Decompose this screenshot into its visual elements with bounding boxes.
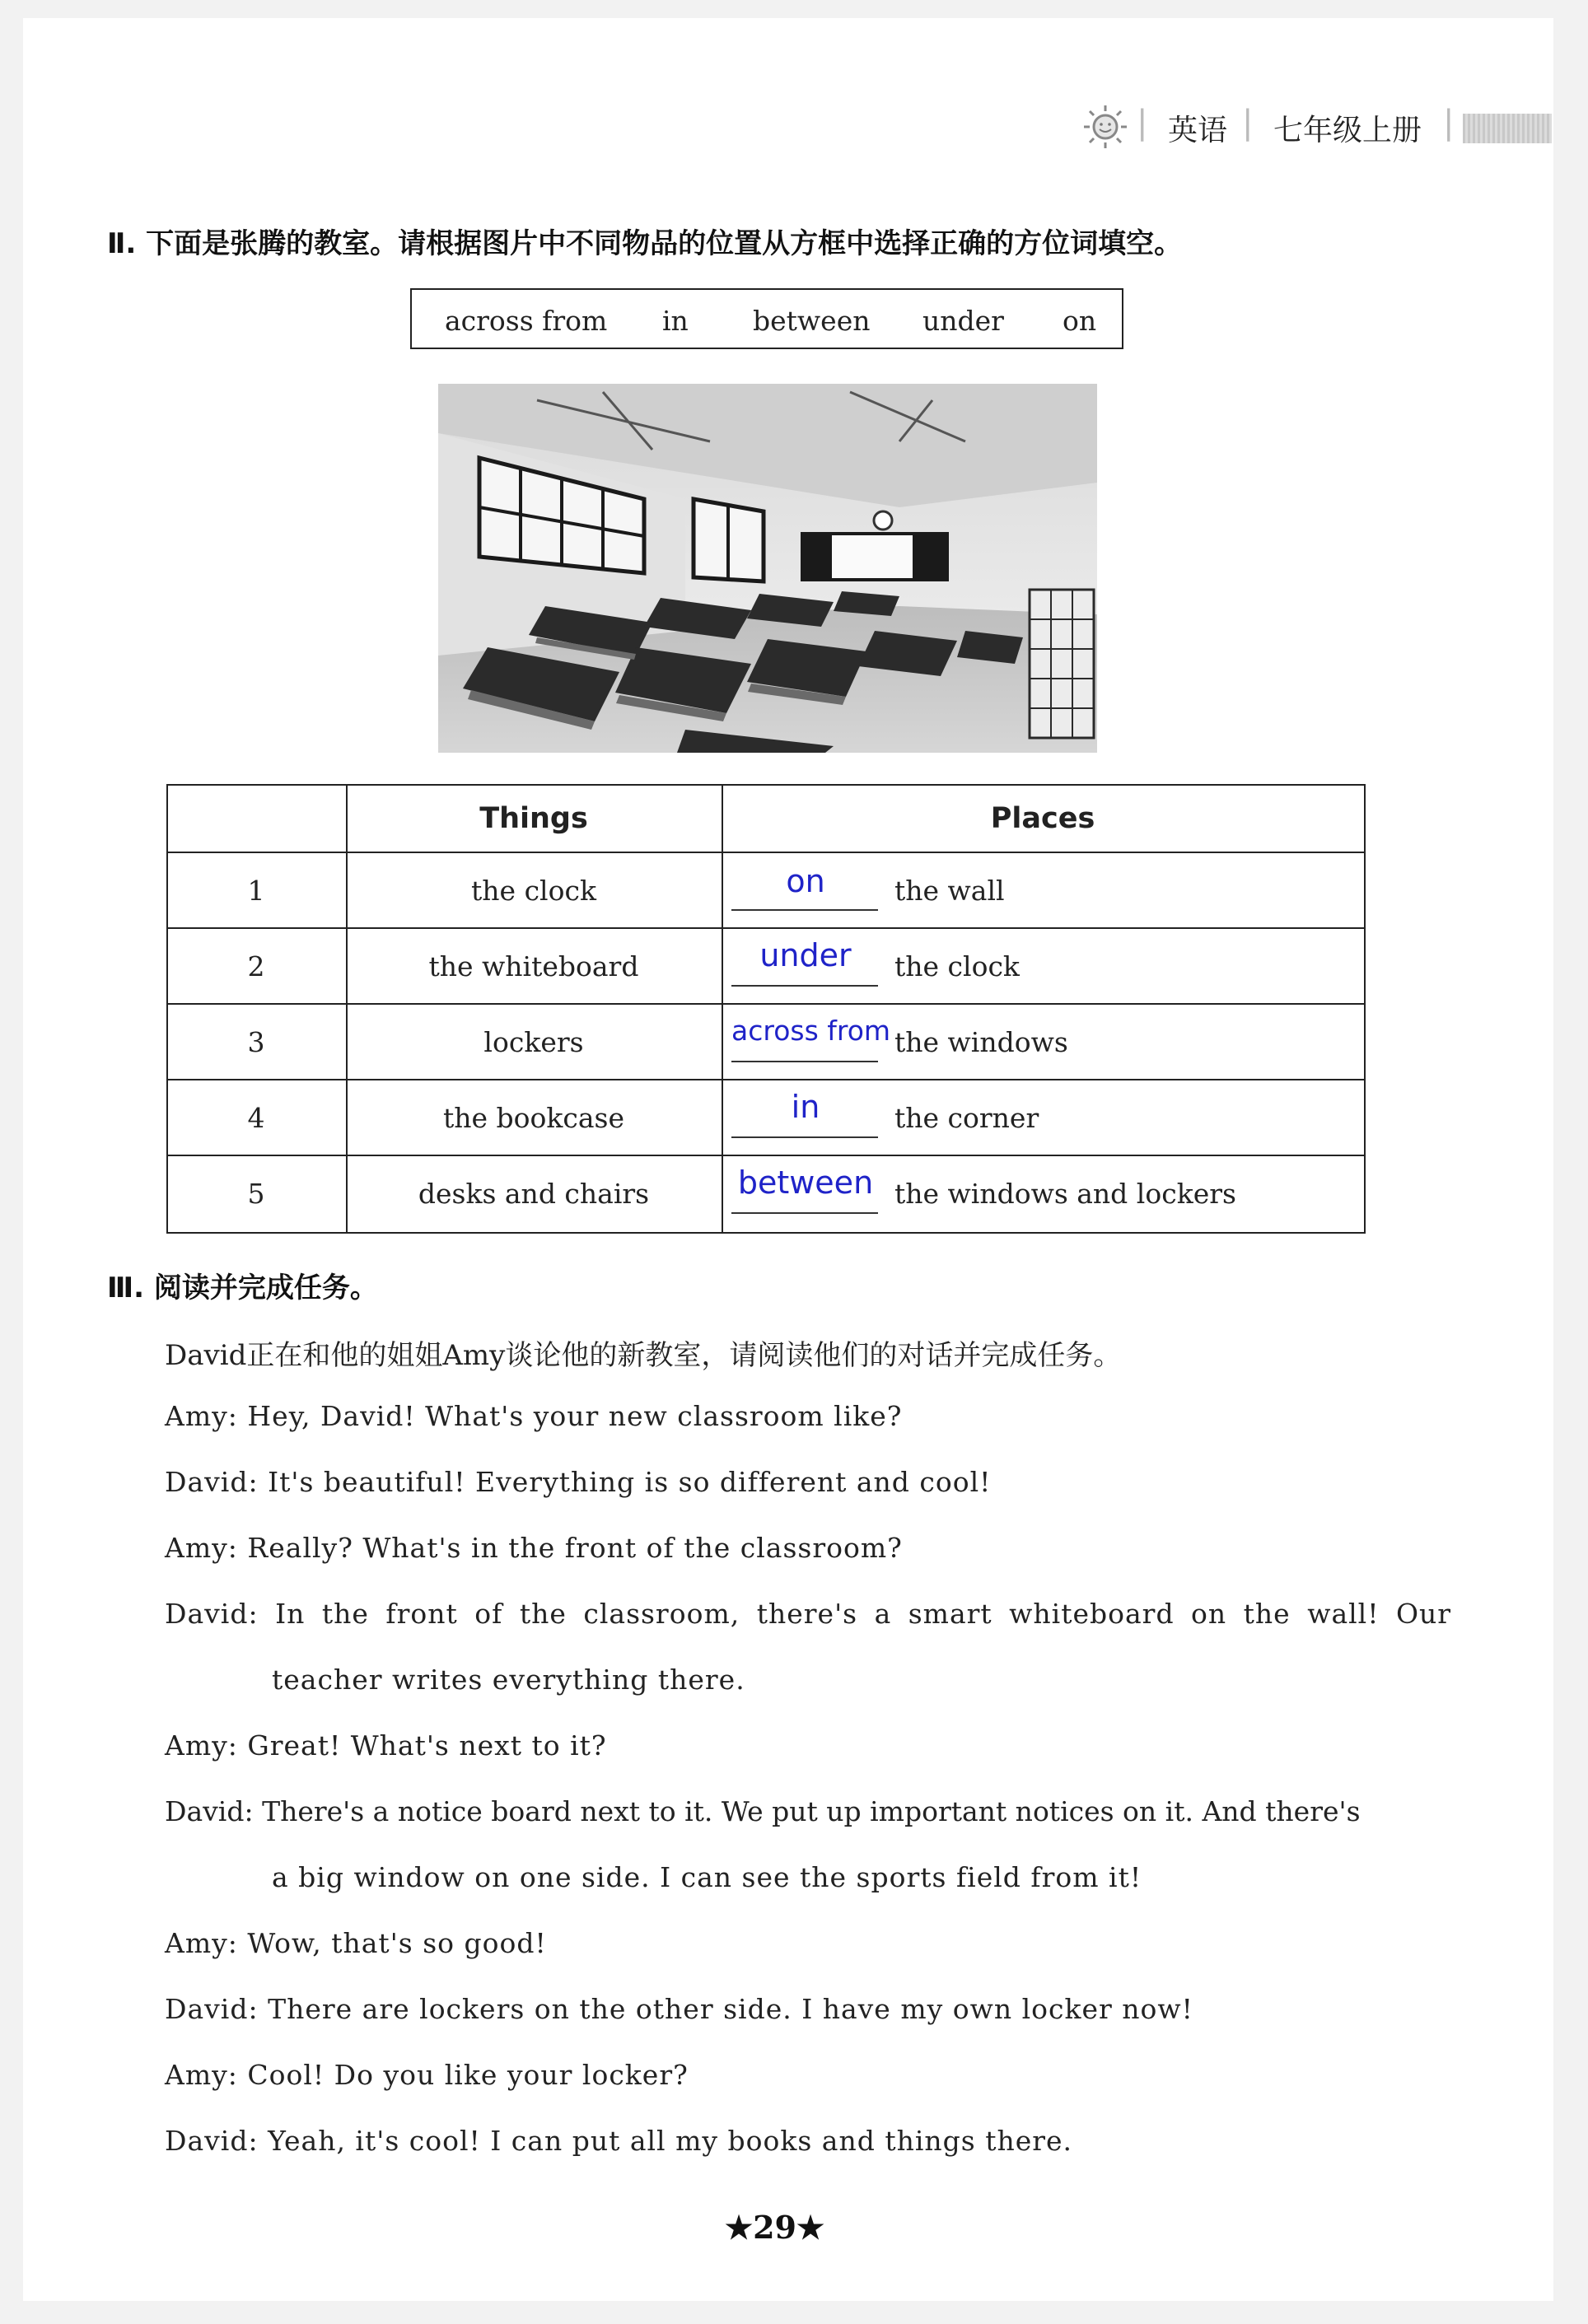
speaker: Amy:: [165, 1532, 238, 1564]
dialogue-line: [165, 1400, 903, 1432]
row-place: the windows: [894, 1026, 1068, 1058]
word-option: on: [1063, 305, 1097, 337]
utterance: teacher writes everything there.: [272, 1664, 745, 1696]
blank-line: [731, 1136, 878, 1138]
page-number: ★29★: [725, 2209, 825, 2246]
row-thing: desks and chairs: [418, 1178, 650, 1210]
blank-line: [731, 985, 878, 987]
header-separator: |: [1242, 104, 1254, 142]
speaker: Amy:: [165, 1400, 238, 1432]
utterance: Hey, David! What's your new classroom like?: [247, 1400, 903, 1432]
row-thing: the whiteboard: [428, 950, 639, 982]
dialogue-line: [272, 1861, 1142, 1893]
row-number: 3: [247, 1026, 265, 1058]
speaker: Amy:: [165, 2059, 238, 2091]
blank-line: [731, 909, 878, 911]
speaker: Amy:: [165, 1927, 238, 1959]
header-separator: |: [1443, 104, 1455, 142]
answer-blank[interactable]: in: [791, 1089, 820, 1125]
dialogue-line: [165, 1795, 1361, 1827]
word-option: in: [662, 305, 689, 337]
row-place: the wall: [894, 875, 1005, 907]
dialogue-line: [272, 1664, 745, 1696]
table-header-things: Things: [479, 802, 588, 835]
utterance: Wow, that's so good!: [247, 1927, 547, 1959]
answer-blank[interactable]: across from: [731, 1015, 891, 1047]
dialogue-line: [165, 1532, 903, 1564]
header-separator: |: [1137, 104, 1148, 142]
dialogue-line: [165, 1466, 991, 1498]
row-number: 5: [247, 1178, 265, 1210]
row-thing: the clock: [471, 875, 596, 907]
utterance: In the front of the classroom, there's a smart whiteboard on the wall! Our: [275, 1598, 1452, 1630]
dialogue-line: [165, 2059, 689, 2091]
word-option: between: [753, 305, 871, 337]
dialogue-line: [165, 1729, 607, 1762]
word-option: across from: [445, 305, 608, 337]
answer-blank[interactable]: under: [759, 937, 852, 973]
blank-line: [731, 1061, 878, 1062]
dialogue-line: [165, 1993, 1193, 2025]
row-number: 1: [247, 875, 265, 907]
places-table: [166, 784, 1366, 1234]
table-header-places: Places: [990, 802, 1095, 835]
utterance: Great! What's next to it?: [247, 1729, 607, 1762]
speaker: Amy:: [165, 1729, 238, 1762]
utterance: Yeah, it's cool! I can put all my books and things there.: [268, 2125, 1073, 2157]
word-option: under: [922, 305, 1004, 337]
header-subject: 英语: [1168, 114, 1228, 147]
row-thing: the bookcase: [442, 1102, 624, 1134]
section-2-title: Ⅱ. 下面是张腾的教室。请根据图片中不同物品的位置从方框中选择正确的方位词填空。: [107, 227, 1183, 260]
row-number: 2: [247, 950, 265, 982]
speaker: David:: [165, 1598, 259, 1630]
sun-icon: [1081, 102, 1130, 152]
answer-blank[interactable]: between: [737, 1164, 874, 1201]
utterance: Cool! Do you like your locker?: [247, 2059, 689, 2091]
utterance: There's a notice board next to it. We put up important notices on it. And there's: [262, 1795, 1361, 1827]
speaker: David:: [165, 1993, 259, 2025]
speaker: David:: [165, 2125, 259, 2157]
row-place: the clock: [894, 950, 1020, 982]
header-grade: 七年级上册: [1273, 114, 1422, 147]
utterance: a big window on one side. I can see the sports field from it!: [272, 1861, 1142, 1893]
classroom-photo: [438, 384, 1097, 753]
dialogue-line: [165, 1598, 1451, 1630]
word-box: [410, 288, 1123, 349]
row-number: 4: [247, 1102, 265, 1134]
row-place: the corner: [894, 1102, 1039, 1134]
utterance: It's beautiful! Everything is so different and cool!: [268, 1466, 992, 1498]
header-decoration: [1463, 114, 1552, 143]
answer-blank[interactable]: on: [786, 863, 825, 899]
section-3-title: Ⅲ. 阅读并完成任务。: [107, 1272, 378, 1304]
speaker: David:: [165, 1795, 254, 1827]
speaker: David:: [165, 1466, 259, 1498]
blank-line: [731, 1212, 878, 1214]
row-place: the windows and lockers: [894, 1178, 1236, 1210]
row-thing: lockers: [483, 1026, 584, 1058]
section-3-intro: David正在和他的姐姐Amy谈论他的新教室，请阅读他们的对话并完成任务。: [165, 1339, 1122, 1372]
utterance: There are lockers on the other side. I have my own locker now!: [268, 1993, 1193, 2025]
dialogue-line: [165, 1927, 547, 1959]
utterance: Really? What's in the front of the classroom?: [247, 1532, 903, 1564]
dialogue-line: [165, 2125, 1072, 2157]
